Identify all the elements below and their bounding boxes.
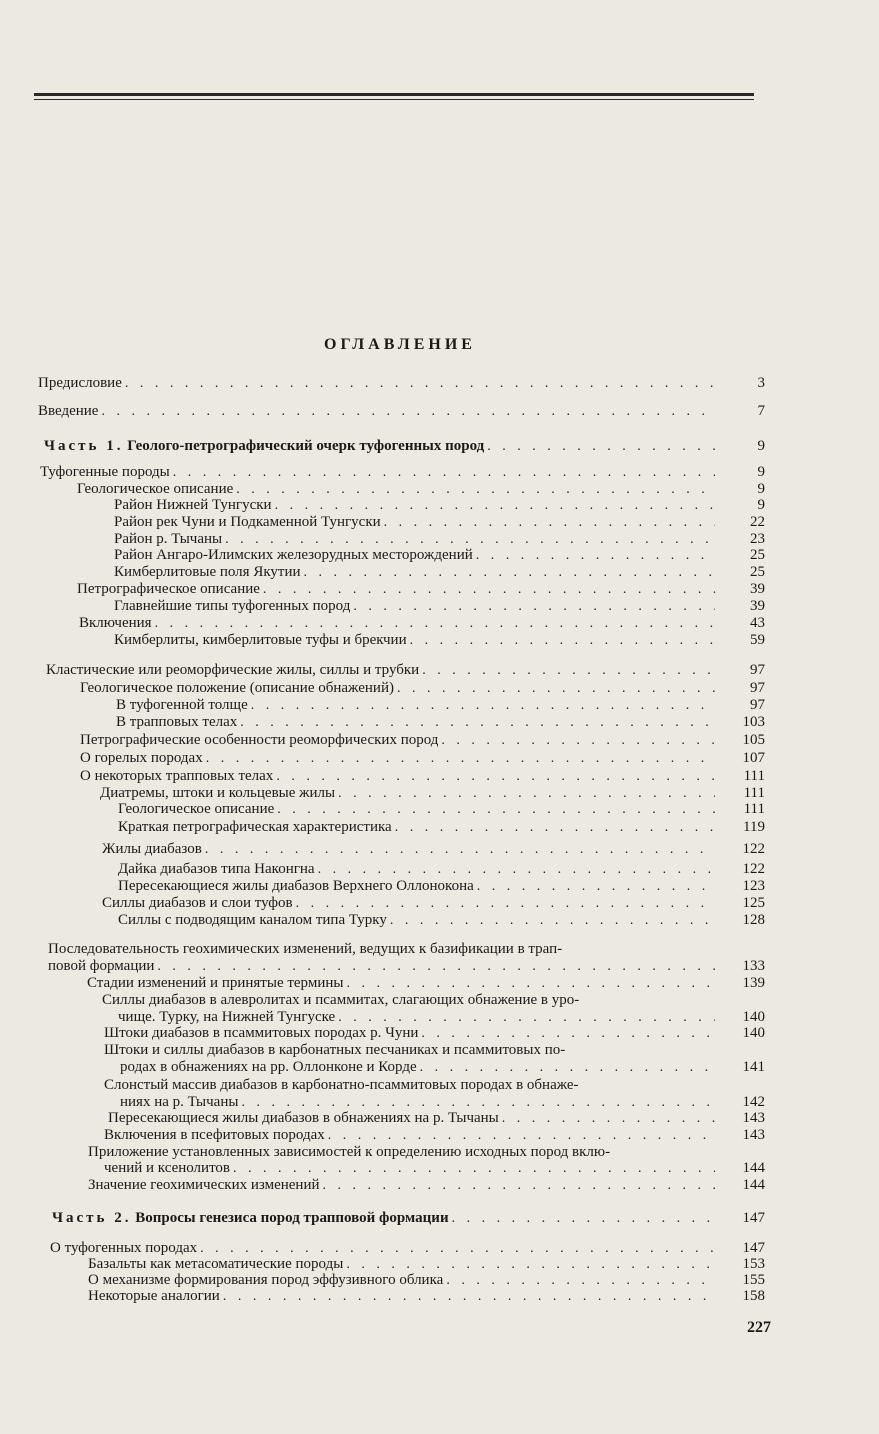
page-number: 227 [747,1319,771,1336]
toc-entry-continuation[interactable]: чений и ксенолитов . . . 144 [0,1159,879,1177]
toc-entry[interactable]: Петрографическое описание . . . 39 [0,580,879,598]
toc-entry-multiline[interactable]: Слонстый массив диабазов в карбонатно-псаммитовых породах в обнаже- [104,1077,579,1093]
toc-entry[interactable]: О некоторых трапповых телах . . . 111 [0,767,879,785]
top-rule-thick [34,93,754,96]
toc-entry[interactable]: Диатремы, штоки и кольцевые жилы . . . 111 [0,784,879,802]
toc-entry[interactable]: В туфогенной толще . . . 97 [0,696,879,714]
toc-entry-introduction[interactable]: Введение . . . 7 [0,402,879,420]
toc-entry[interactable]: Включения в псефитовых породах . . . 143 [0,1126,879,1144]
toc-entry[interactable]: Дайка диабазов типа Наконгна . . . 122 [0,860,879,878]
toc-entry[interactable]: О туфогенных породах . . . 147 [0,1239,879,1257]
toc-entry-part-2[interactable]: Часть 2. Вопросы генезиса пород трапповой формации . . . 147 [0,1209,879,1227]
top-rule-thin [34,99,754,100]
toc-entry[interactable]: Район р. Тычаны . . . 23 [0,530,879,548]
toc-entry[interactable]: Туфогенные породы . . . 9 [0,463,879,481]
toc-entry-multiline[interactable]: Силлы диабазов в алевролитах и псаммитах, слагающих обнажение в уро- [102,992,580,1008]
toc-entry[interactable]: Пересекающиеся жилы диабазов Верхнего Оллонокона . . . 123 [0,877,879,895]
toc-entry[interactable]: Штоки диабазов в псаммитовых породах р. Чуни . . . 140 [0,1024,879,1042]
toc-entry-continuation[interactable]: чище. Турку, на Нижней Тунгуске . . . 140 [0,1008,879,1026]
toc-entry[interactable]: О механизме формирования пород эффузивного облика . . . 155 [0,1271,879,1289]
toc-entry[interactable]: Геологическое положение (описание обнажений) . . . 97 [0,679,879,697]
toc-entry-continuation[interactable]: ниях на р. Тычаны . . . 142 [0,1093,879,1111]
toc-entry[interactable]: Некоторые аналогии . . . 158 [0,1287,879,1305]
toc-entry[interactable]: В трапповых телах . . . 103 [0,713,879,731]
toc-entry-multiline[interactable]: Штоки и силлы диабазов в карбонатных песчаниках и псаммитовых по- [104,1042,566,1058]
toc-entry[interactable]: Кимберлитовые поля Якутии . . . 25 [0,563,879,581]
toc-entry[interactable]: Краткая петрографическая характеристика . . . 119 [0,818,879,836]
toc-entry[interactable]: Район Ангаро-Илимских железорудных месторождений . . . 25 [0,546,879,564]
toc-entry-multiline[interactable]: Последовательность геохимических изменений, ведущих к базификации в трап- [48,941,563,957]
toc-entry[interactable]: Жилы диабазов . . . 122 [0,840,879,858]
toc-entry[interactable]: Геологическое описание . . . 111 [0,800,879,818]
toc-entry[interactable]: Петрографические особенности реоморфических пород . . . 105 [0,731,879,749]
toc-entry[interactable]: О горелых породах . . . 107 [0,749,879,767]
toc-entry[interactable]: Кимберлиты, кимберлитовые туфы и брекчии . . . 59 [0,631,879,649]
toc-entry[interactable]: Геологическое описание . . . 9 [0,480,879,498]
toc-entry[interactable]: Стадии изменений и принятые термины . . . 139 [0,974,879,992]
toc-entry[interactable]: Район Нижней Тунгуски . . . 9 [0,496,879,514]
toc-entry[interactable]: Главнейшие типы туфогенных пород . . . 39 [0,597,879,615]
toc-entry[interactable]: Базальты как метасоматические породы . . . 153 [0,1255,879,1273]
page-title: ОГЛАВЛЕНИЕ [324,336,476,353]
toc-entry[interactable]: Включения . . . 43 [0,614,879,632]
toc-entry[interactable]: Кластические или реоморфические жилы, силлы и трубки . . . 97 [0,661,879,679]
toc-entry[interactable]: Силлы с подводящим каналом типа Турку . . . 128 [0,911,879,929]
toc-entry-preface[interactable]: Предисловие . . . 3 [0,374,879,392]
toc-entry-continuation[interactable]: родах в обнажениях на рр. Оллонконе и Корде . . . 141 [0,1058,879,1076]
toc-entry[interactable]: Район рек Чуни и Подкаменной Тунгуски . . . 22 [0,513,879,531]
toc-entry-continuation[interactable]: повой формации . . . 133 [0,957,879,975]
toc-entry[interactable]: Силлы диабазов и слои туфов . . . 125 [0,894,879,912]
toc-entry[interactable]: Пересекающиеся жилы диабазов в обнажениях на р. Тычаны . . . 143 [0,1109,879,1127]
toc-entry[interactable]: Значение геохимических изменений . . . 144 [0,1176,879,1194]
toc-entry-part-1[interactable]: Часть 1. Геолого-петрографический очерк туфогенных пород . . . 9 [0,437,879,455]
toc-entry-multiline[interactable]: Приложение установленных зависимостей к определению исходных пород вклю- [88,1144,611,1160]
